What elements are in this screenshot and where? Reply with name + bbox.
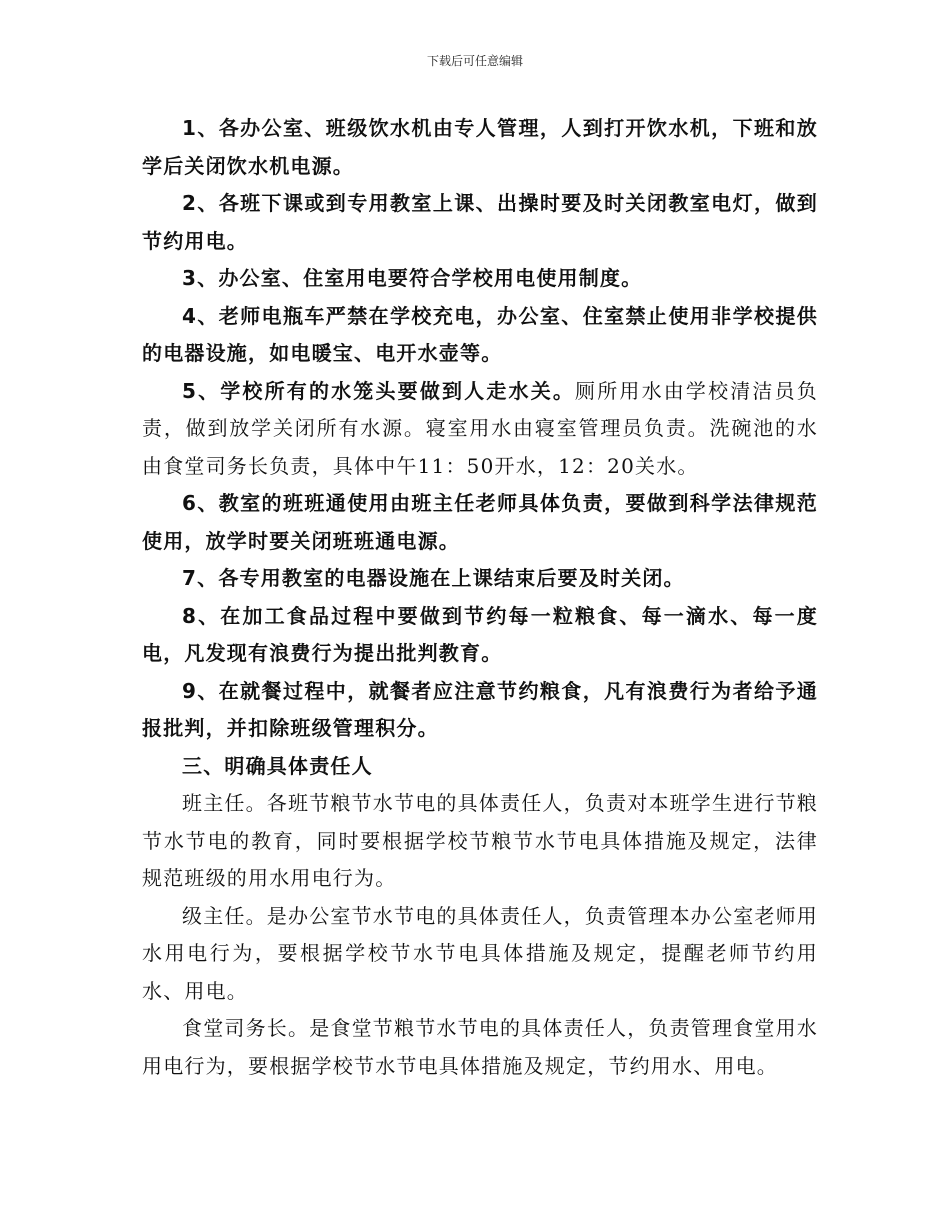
measure-item-8: 8、在加工食品过程中要做到节约每一粒粮食、每一滴水、每一度电，凡发现有浪费行为提出批判教育。 bbox=[142, 603, 818, 665]
measure-item-1: 1、各办公室、班级饮水机由专人管理，人到打开饮水机，下班和放学后关闭饮水机电源。 bbox=[142, 116, 818, 178]
measure-item-7: 7、各专用教室的电器设施在上课结束后要及时关闭。 bbox=[182, 566, 685, 590]
page-header: 下载后可任意编辑 bbox=[426, 54, 523, 68]
role-class-teacher: 班主任。各班节粮节水节电的具体责任人，负责对本班学生进行节粮节水节电的教育，同时要根据学校节粮节水节电具体措施及规定，法律规范班级的用水用电行为。 bbox=[142, 791, 818, 890]
measure-item-6: 6、教室的班班通使用由班主任老师具体负责，要做到科学法律规范使用，放学时要关闭班班通电源。 bbox=[142, 491, 818, 553]
measure-item-5: 5、学校所有的水笼头要做到人走水关。厕所用水由学校清洁员负责，做到放学关闭所有水源。寝室用水由寝室管理员负责。洗碗池的水由食堂司务长负责，具体中午11：50开水，12：20关水。 bbox=[142, 378, 818, 478]
section-title: 三、明确具体责任人 bbox=[182, 753, 373, 778]
measure-item-4: 4、老师电瓶车严禁在学校充电，办公室、住室禁止使用非学校提供的电器设施，如电暖宝、电开水壶等。 bbox=[142, 303, 818, 365]
measure-item-9: 9、在就餐过程中，就餐者应注意节约粮食，凡有浪费行为者给予通报批判，并扣除班级管理积分。 bbox=[142, 678, 818, 740]
measure-item-5-detail: 厕所用水由学校清洁员负责，做到放学关闭所有水源。寝室用水由寝室管理员负责。洗碗池的水由食堂司务长负责，具体中午11：50开水，12：20关水。 bbox=[142, 378, 818, 478]
measure-item-3: 3、办公室、住室用电要符合学校用电使用制度。 bbox=[182, 266, 643, 290]
role-canteen-manager: 食堂司务长。是食堂节粮节水节电的具体责任人，负责管理食堂用水用电行为，要根据学校节水节电具体措施及规定，节约用水、用电。 bbox=[142, 1016, 818, 1078]
measure-item-2: 2、各班下课或到专用教室上课、出操时要及时关闭教室电灯，做到节约用电。 bbox=[142, 191, 818, 253]
document-body bbox=[142, 110, 818, 1085]
role-grade-head: 级主任。是办公室节水节电的具体责任人，负责管理本办公室老师用水用电行为，要根据学校节水节电具体措施及规定，提醒老师节约用水、用电。 bbox=[142, 903, 818, 1003]
